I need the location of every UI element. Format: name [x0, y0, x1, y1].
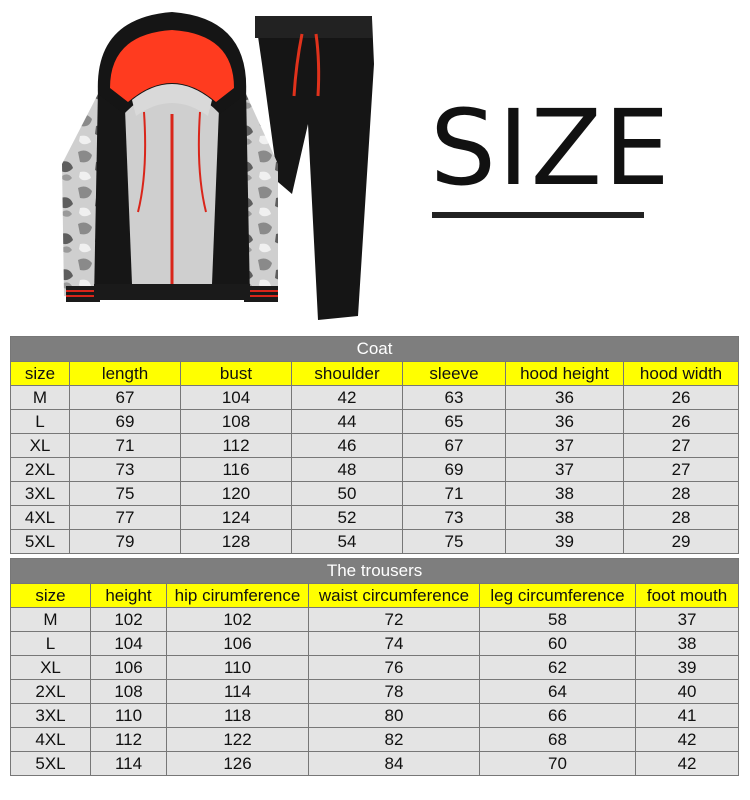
table-cell: 102: [167, 608, 309, 632]
table-cell: 52: [292, 506, 403, 530]
table-row: [11, 410, 739, 434]
table-row: [11, 680, 739, 704]
column-header: height: [91, 584, 167, 608]
hoodie-icon: [62, 12, 278, 302]
table-cell: 44: [292, 410, 403, 434]
table-cell: 60: [480, 632, 636, 656]
table-cell: 46: [292, 434, 403, 458]
table-cell: 114: [167, 680, 309, 704]
table-cell: 38: [636, 632, 739, 656]
table-row: [11, 728, 739, 752]
table-row: [11, 632, 739, 656]
table-cell: M: [11, 608, 91, 632]
table-cell: 5XL: [11, 530, 70, 554]
table-cell: 110: [91, 704, 167, 728]
table-cell: 77: [70, 506, 181, 530]
table-cell: 38: [506, 482, 624, 506]
table-cell: 120: [181, 482, 292, 506]
table-row: [11, 482, 739, 506]
trousers-header-row: [11, 584, 739, 608]
table-cell: 40: [636, 680, 739, 704]
table-row: [11, 752, 739, 776]
table-cell: 37: [636, 608, 739, 632]
table-cell: 118: [167, 704, 309, 728]
table-cell: 124: [181, 506, 292, 530]
product-image: [40, 4, 380, 322]
table-cell: 110: [167, 656, 309, 680]
table-cell: 78: [309, 680, 480, 704]
table-cell: 37: [506, 434, 624, 458]
table-cell: 126: [167, 752, 309, 776]
table-cell: 108: [91, 680, 167, 704]
table-cell: 2XL: [11, 458, 70, 482]
column-header: shoulder: [292, 362, 403, 386]
trousers-title-row: [11, 559, 739, 584]
table-cell: 42: [636, 728, 739, 752]
table-cell: 114: [91, 752, 167, 776]
column-header: hood width: [624, 362, 739, 386]
table-cell: 64: [480, 680, 636, 704]
table-cell: 82: [309, 728, 480, 752]
table-cell: 54: [292, 530, 403, 554]
table-cell: 71: [70, 434, 181, 458]
table-cell: 28: [624, 506, 739, 530]
column-header: leg circumference: [480, 584, 636, 608]
table-cell: 38: [506, 506, 624, 530]
table-cell: M: [11, 386, 70, 410]
table-cell: 29: [624, 530, 739, 554]
trousers-table-title: The trousers: [11, 559, 739, 584]
column-header: hip cirumference: [167, 584, 309, 608]
table-cell: 28: [624, 482, 739, 506]
table-cell: 104: [91, 632, 167, 656]
table-cell: 39: [636, 656, 739, 680]
table-cell: 116: [181, 458, 292, 482]
table-cell: L: [11, 632, 91, 656]
table-cell: 76: [309, 656, 480, 680]
table-cell: 68: [480, 728, 636, 752]
table-cell: 75: [70, 482, 181, 506]
table-row: [11, 704, 739, 728]
table-cell: 41: [636, 704, 739, 728]
table-cell: 102: [91, 608, 167, 632]
table-cell: 79: [70, 530, 181, 554]
table-cell: 74: [309, 632, 480, 656]
column-header: size: [11, 584, 91, 608]
table-cell: 112: [181, 434, 292, 458]
table-cell: 36: [506, 386, 624, 410]
table-cell: 48: [292, 458, 403, 482]
table-cell: XL: [11, 656, 91, 680]
table-cell: 128: [181, 530, 292, 554]
column-header: length: [70, 362, 181, 386]
table-cell: 37: [506, 458, 624, 482]
table-cell: 73: [70, 458, 181, 482]
table-cell: 67: [70, 386, 181, 410]
table-cell: 58: [480, 608, 636, 632]
table-cell: 65: [403, 410, 506, 434]
table-cell: 72: [309, 608, 480, 632]
column-header: foot mouth: [636, 584, 739, 608]
table-cell: L: [11, 410, 70, 434]
table-cell: 63: [403, 386, 506, 410]
coat-header-row: [11, 362, 739, 386]
table-row: [11, 608, 739, 632]
table-cell: 67: [403, 434, 506, 458]
table-cell: 42: [636, 752, 739, 776]
coat-size-table: [10, 336, 739, 554]
size-heading: SIZE: [430, 87, 672, 209]
column-header: bust: [181, 362, 292, 386]
column-header: sleeve: [403, 362, 506, 386]
table-cell: 4XL: [11, 728, 91, 752]
table-cell: 62: [480, 656, 636, 680]
trousers-size-table: [10, 558, 739, 776]
table-cell: 66: [480, 704, 636, 728]
table-cell: 27: [624, 458, 739, 482]
table-cell: XL: [11, 434, 70, 458]
table-cell: 42: [292, 386, 403, 410]
table-row: [11, 506, 739, 530]
table-cell: 73: [403, 506, 506, 530]
table-cell: 50: [292, 482, 403, 506]
table-cell: 108: [181, 410, 292, 434]
table-cell: 112: [91, 728, 167, 752]
table-cell: 70: [480, 752, 636, 776]
table-cell: 106: [167, 632, 309, 656]
table-cell: 2XL: [11, 680, 91, 704]
table-cell: 106: [91, 656, 167, 680]
table-cell: 80: [309, 704, 480, 728]
table-row: [11, 530, 739, 554]
table-cell: 4XL: [11, 506, 70, 530]
table-row: [11, 656, 739, 680]
coat-table-title: Coat: [11, 337, 739, 362]
table-cell: 5XL: [11, 752, 91, 776]
table-cell: 26: [624, 410, 739, 434]
table-cell: 84: [309, 752, 480, 776]
table-cell: 104: [181, 386, 292, 410]
table-cell: 3XL: [11, 482, 70, 506]
table-row: [11, 386, 739, 410]
table-row: [11, 434, 739, 458]
table-cell: 69: [403, 458, 506, 482]
column-header: size: [11, 362, 70, 386]
column-header: waist circumference: [309, 584, 480, 608]
table-cell: 69: [70, 410, 181, 434]
table-cell: 122: [167, 728, 309, 752]
column-header: hood height: [506, 362, 624, 386]
table-cell: 36: [506, 410, 624, 434]
table-row: [11, 458, 739, 482]
table-cell: 75: [403, 530, 506, 554]
table-cell: 3XL: [11, 704, 91, 728]
table-cell: 26: [624, 386, 739, 410]
table-cell: 27: [624, 434, 739, 458]
size-heading-underline: [432, 212, 644, 218]
coat-title-row: [11, 337, 739, 362]
table-cell: 71: [403, 482, 506, 506]
table-cell: 39: [506, 530, 624, 554]
